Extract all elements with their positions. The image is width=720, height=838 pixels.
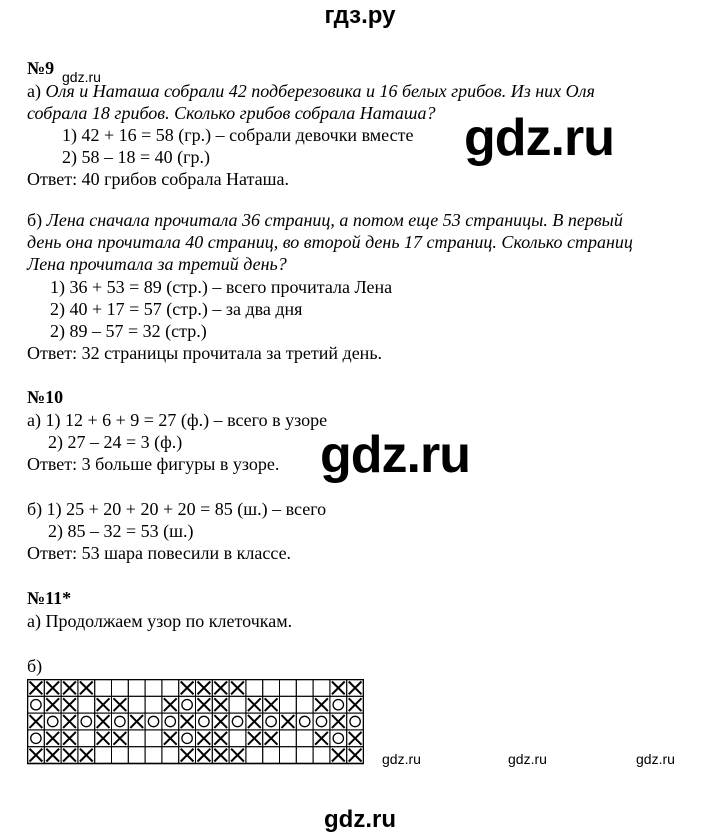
circle-mark: [48, 716, 58, 726]
circle-mark: [81, 716, 91, 726]
grid-cell: [296, 680, 313, 697]
task9b-step1: 1) 36 + 53 = 89 (стр.) – всего прочитала Лена: [50, 277, 393, 297]
grid-cell: [263, 713, 280, 730]
grid-cell: [296, 747, 313, 764]
circle-mark: [148, 716, 158, 726]
task9b-prefix: б): [27, 210, 43, 230]
grid-cell: [313, 680, 330, 697]
task9b-problem-text: Лена сначала прочитала 36 страниц, а потом еще 53 страницы. В первый: [46, 210, 623, 230]
grid-cell: [280, 680, 297, 697]
task10b-step2: 2) 85 – 32 = 53 (ш.): [48, 521, 194, 541]
task9b-step2: 2) 40 + 17 = 57 (стр.) – за два дня: [50, 299, 303, 319]
grid-cell: [112, 747, 129, 764]
grid-cell: [128, 680, 145, 697]
circle-mark: [232, 716, 242, 726]
task9a-problem-text: Оля и Наташа собрали 42 подберезовика и 16 белых грибов. Из них Оля: [45, 81, 595, 101]
circle-mark: [31, 700, 41, 710]
grid-cell: [145, 713, 162, 730]
task9b-answer: Ответ: 32 страницы прочитала за третий день.: [27, 343, 383, 363]
grid-cell: [330, 730, 347, 747]
task9b-step3: 2) 89 – 57 = 32 (стр.): [50, 321, 207, 341]
grid-cell: [128, 747, 145, 764]
task9a-problem-line2: собрала 18 грибов. Сколько грибов собрала Наташа?: [27, 103, 436, 123]
grid-cell: [280, 747, 297, 764]
watermark-small-top: gdz.ru: [62, 69, 101, 85]
grid-cell: [145, 747, 162, 764]
circle-mark: [333, 700, 343, 710]
grid-cell: [196, 713, 213, 730]
grid-cell: [162, 680, 179, 697]
watermark-bottom-3: gdz.ru: [636, 751, 675, 767]
pattern-grid: [27, 679, 364, 765]
grid-cell: [280, 696, 297, 713]
grid-cell: [347, 713, 364, 730]
grid-cell: [128, 696, 145, 713]
circle-mark: [165, 716, 175, 726]
task9a-prefix: а): [27, 81, 41, 101]
grid-cell: [162, 713, 179, 730]
circle-mark: [266, 716, 276, 726]
watermark-big-2: gdz.ru: [320, 426, 470, 484]
grid-cell: [263, 680, 280, 697]
grid-cell: [229, 713, 246, 730]
task9a-step1: 1) 42 + 16 = 58 (гр.) – собрали девочки вместе: [62, 125, 414, 145]
grid-cell: [280, 730, 297, 747]
grid-cell: [145, 696, 162, 713]
task9a-step2: 2) 58 – 18 = 40 (гр.): [62, 147, 211, 167]
grid-cell: [78, 696, 95, 713]
grid-cell: [313, 747, 330, 764]
task9-number: №9: [27, 58, 55, 78]
circle-mark: [316, 716, 326, 726]
grid-cell: [145, 730, 162, 747]
circle-mark: [333, 733, 343, 743]
grid-cell: [95, 680, 112, 697]
grid-cell: [263, 747, 280, 764]
watermark-bottom-2: gdz.ru: [508, 751, 547, 767]
task10a-step2: 2) 27 – 24 = 3 (ф.): [48, 432, 183, 452]
grid-cell: [162, 747, 179, 764]
grid-cell: [78, 713, 95, 730]
task11b-label: б): [27, 656, 43, 676]
grid-cell: [44, 713, 61, 730]
site-header: гдз.ру: [324, 2, 396, 29]
task10b-step1: б) 1) 25 + 20 + 20 + 20 = 85 (ш.) – всего: [27, 499, 327, 519]
grid-cell: [112, 680, 129, 697]
circle-mark: [300, 716, 310, 726]
watermark-bottom-1: gdz.ru: [382, 751, 421, 767]
grid-cell: [179, 730, 196, 747]
grid-cell: [112, 713, 129, 730]
circle-mark: [199, 716, 209, 726]
task11a-text: а) Продолжаем узор по клеточкам.: [27, 611, 293, 631]
task10a-answer: Ответ: 3 больше фигуры в узоре.: [27, 454, 280, 474]
grid-cell: [313, 713, 330, 730]
circle-mark: [182, 700, 192, 710]
grid-cell: [179, 696, 196, 713]
grid-cell: [229, 730, 246, 747]
grid-cell: [128, 730, 145, 747]
grid-cell: [95, 747, 112, 764]
task9b-problem-line2: день она прочитала 40 страниц, во второй день 17 страниц. Сколько страниц: [27, 232, 633, 252]
grid-cell: [246, 680, 263, 697]
watermark-footer: gdz.ru: [324, 806, 396, 833]
task9b-problem-line1: [27, 209, 623, 231]
task9b-problem-line3: Лена прочитала за третий день?: [27, 254, 287, 274]
grid-cell: [145, 680, 162, 697]
task10b-answer: Ответ: 53 шара повесили в классе.: [27, 543, 292, 563]
task11-number: №11*: [27, 588, 72, 608]
task10-number: №10: [27, 387, 64, 407]
grid-cell: [296, 730, 313, 747]
grid-cell: [28, 730, 45, 747]
circle-mark: [115, 716, 125, 726]
circle-mark: [182, 733, 192, 743]
grid-cell: [296, 696, 313, 713]
circle-mark: [350, 716, 360, 726]
grid-cell: [28, 696, 45, 713]
grid-cell: [229, 696, 246, 713]
watermark-big-1: gdz.ru: [464, 109, 614, 167]
task9a-problem-line1: [27, 80, 595, 102]
grid-cell: [330, 696, 347, 713]
circle-mark: [31, 733, 41, 743]
grid-cell: [78, 730, 95, 747]
grid-cell: [246, 747, 263, 764]
task9a-answer: Ответ: 40 грибов собрала Наташа.: [27, 169, 290, 189]
task10a-step1: а) 1) 12 + 6 + 9 = 27 (ф.) – всего в узоре: [27, 410, 328, 430]
grid-cell: [296, 713, 313, 730]
